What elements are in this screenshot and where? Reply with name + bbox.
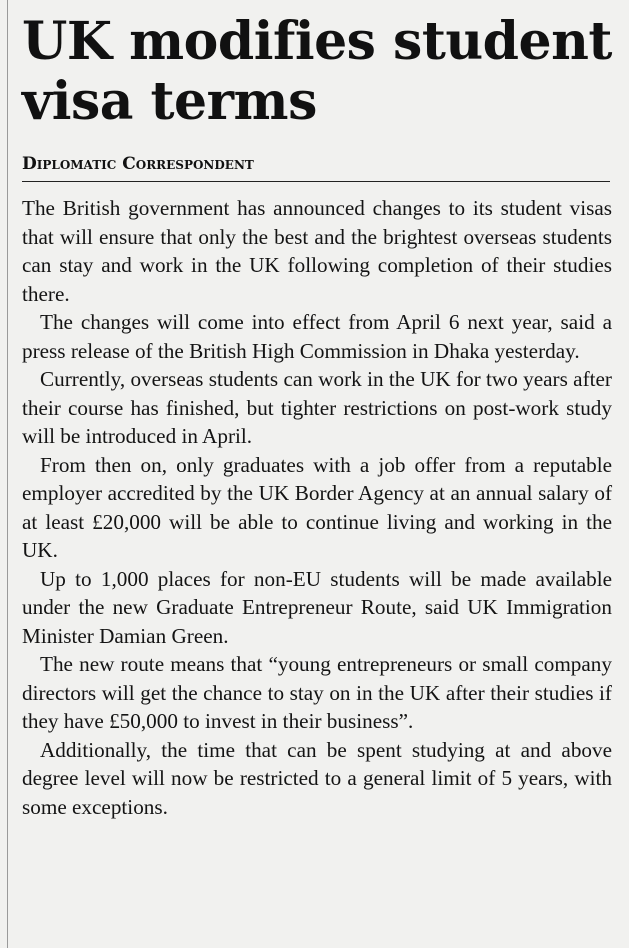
article-paragraph: Currently, overseas students can work in the UK for two years after their course has finished, but tighter restrictions on post-work study will be introduced in April. (22, 367, 612, 448)
headline: UK modifies student visa terms (22, 11, 612, 132)
article-paragraph: From then on, only graduates with a job offer from a reputable employer accredited by the UK Border Agency at an annual salary of at least £20,000 will be able to continue living and working in the UK. (22, 452, 612, 562)
article-paragraph: The changes will come into effect from April 6 next year, said a press release of the British High Commission in Dhaka yesterday. (22, 310, 612, 363)
newspaper-clipping (22, 12, 612, 821)
byline-divider (22, 181, 610, 182)
article-paragraph: Up to 1,000 places for non-EU students will be made available under the new Graduate Entrepreneur Route, said UK Immigration Minister Damian Green. (22, 566, 612, 648)
article-paragraph: The new route means that “young entrepreneurs or small company directors will get the chance to stay on in the UK after their studies if they have £50,000 to invest in their business”. (22, 652, 612, 733)
article-paragraph: Additionally, the time that can be spent studying at and above degree level will now be restricted to a general limit of 5 years, with some exceptions. (22, 737, 612, 819)
column-divider (7, 0, 8, 948)
article-body (22, 194, 612, 821)
byline: Diplomatic Correspondent (22, 154, 254, 174)
article-paragraph: The British government has announced changes to its student visas that will ensure that only the best and the brightest overseas students can stay and work in the UK following completion of their studies there. (22, 196, 612, 306)
